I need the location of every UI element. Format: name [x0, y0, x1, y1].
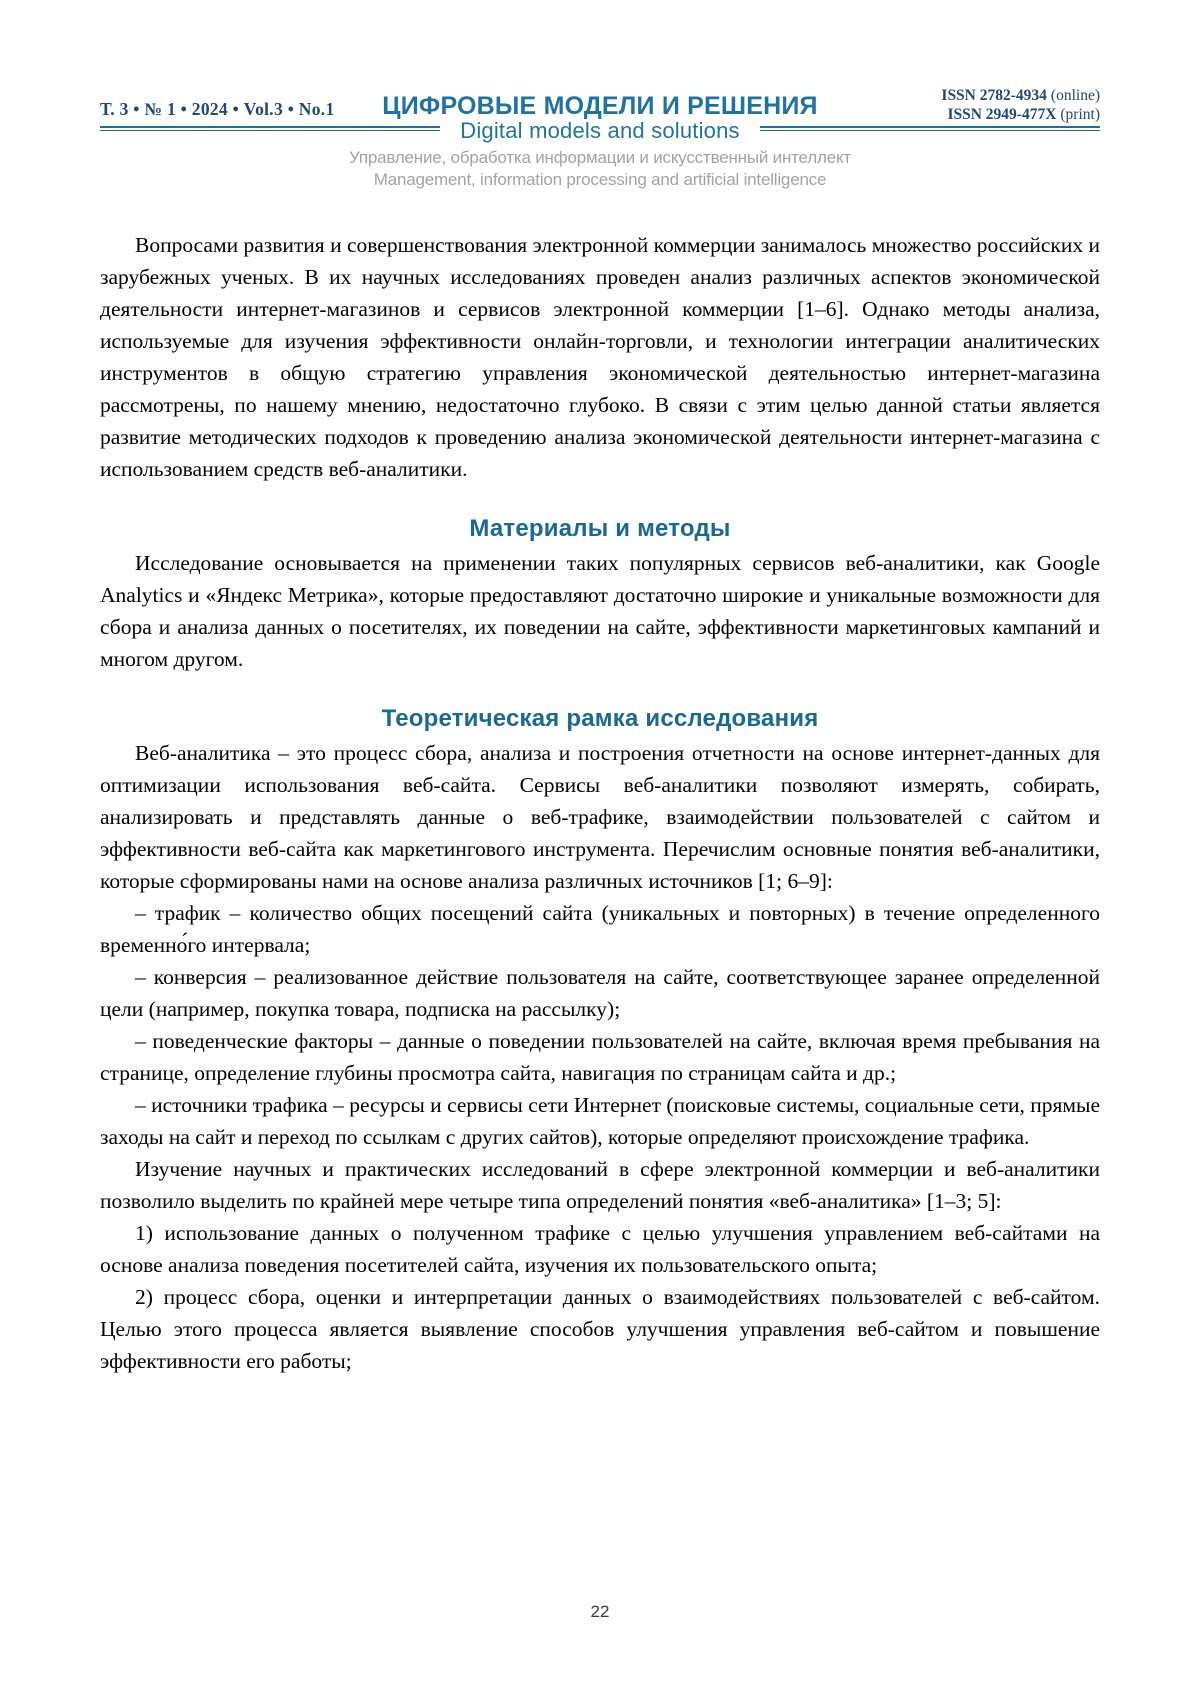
numbered-item-1: 1) использование данных о полученном трафике с целью улучшения управлением веб-сайтами на основе анализа поведения посетителей сайта, изучения их пользовательского опыта;	[100, 1221, 1100, 1277]
issn-online-code: ISSN 2782-4934	[941, 87, 1047, 104]
paragraph-web-analytics: Веб-аналитика – это процесс сбора, анализа и построения отчетности на основе интернет-данных для оптимизации использования веб-сайта. Сервисы веб-аналитики позволяют измерять, собирать, анализировать и представлять данные о веб-трафике, взаимодействии пользователей с сайтом и эффективности веб-сайта как маркетингового инструмента. Перечислим основные понятия веб-аналитики, которые сформированы нами на основе анализа различных источников [1; 6–9]:	[100, 741, 1100, 893]
journal-title-ru: ЦИФРОВЫЕ МОДЕЛИ И РЕШЕНИЯ	[382, 92, 818, 120]
journal-title-en: Digital models and solutions	[460, 118, 740, 143]
volume-issue-info: Т. 3 • № 1 • 2024 • Vol.3 • No.1	[100, 99, 335, 119]
list-item-behavioral-factors: – поведенческие факторы – данные о поведении пользователей на сайте, включая время пребывания на странице, определение глубины просмотра сайта, навигация по страницам сайта и др.;	[100, 1029, 1100, 1085]
article-body	[100, 229, 1100, 1377]
issn-print-code: ISSN 2949-477X	[947, 106, 1057, 123]
list-item-traffic: – трафик – количество общих посещений сайта (уникальных и повторных) в течение определенного временно́го интервала;	[100, 901, 1100, 957]
journal-section-subtitle	[100, 147, 1100, 191]
paragraph-intro: Вопросами развития и совершенствования электронной коммерции занималось множество российских и зарубежных ученых. В их научных исследованиях проведен анализ различных аспектов экономической деятельности интернет-магазинов и сервисов электронной коммерции [1–6]. Однако методы анализа, используемые для изучения эффективности онлайн-торговли, и технологии интеграции аналитических инструментов в общую стратегию управления экономической деятельностью интернет-магазина рассмотрены, по нашему мнению, недостаточно глубоко. В связи с этим целью данной статьи является развитие методических подходов к проведению анализа экономической деятельности интернет-магазина с использованием средств веб-аналитики.	[100, 233, 1100, 481]
heading-materials-methods: Материалы и методы	[469, 515, 731, 542]
section-subtitle-ru: Управление, обработка информации и искусственный интеллект	[349, 148, 851, 167]
issn-online	[941, 86, 1100, 105]
paragraph-definitions-intro: Изучение научных и практических исследований в сфере электронной коммерции и веб-аналитики позволило выделить по крайней мере четыре типа определений понятия «веб-аналитика» [1–3; 5]:	[100, 1157, 1100, 1213]
page-number: 22	[590, 1602, 610, 1621]
issn-print-label: (print)	[1060, 106, 1100, 123]
list-item-conversion: – конверсия – реализованное действие пользователя на сайте, соответствующее заранее определенной цели (например, покупка товара, подписка на рассылку);	[100, 965, 1100, 1021]
numbered-item-2: 2) процесс сбора, оценки и интерпретации данных о взаимодействиях пользователей с веб-сайтом. Целью этого процесса является выявление способов улучшения управления веб-сайтом и повышение эффективности его работы;	[100, 1285, 1100, 1373]
journal-title-block	[382, 93, 817, 143]
heading-theoretical-frame: Теоретическая рамка исследования	[381, 705, 819, 732]
paragraph-methods: Исследование основывается на применении таких популярных сервисов веб-аналитики, как Google Analytics и «Яндекс Метрика», которые предоставляют достаточно широкие и уникальные возможности для сбора и анализа данных о посетителях, их поведении на сайте, эффективности маркетинговых кампаний и многом другом.	[100, 551, 1100, 671]
section-subtitle-en: Management, information processing and artificial intelligence	[373, 170, 827, 189]
page-header	[100, 85, 1100, 143]
list-item-traffic-sources: – источники трафика – ресурсы и сервисы сети Интернет (поисковые системы, социальные сети, прямые заходы на сайт и переход по ссылкам с других сайтов), которые определяют происхождение трафика.	[100, 1093, 1100, 1149]
issn-print	[941, 105, 1100, 124]
issn-block	[941, 86, 1100, 124]
issn-online-label: (online)	[1050, 87, 1100, 104]
